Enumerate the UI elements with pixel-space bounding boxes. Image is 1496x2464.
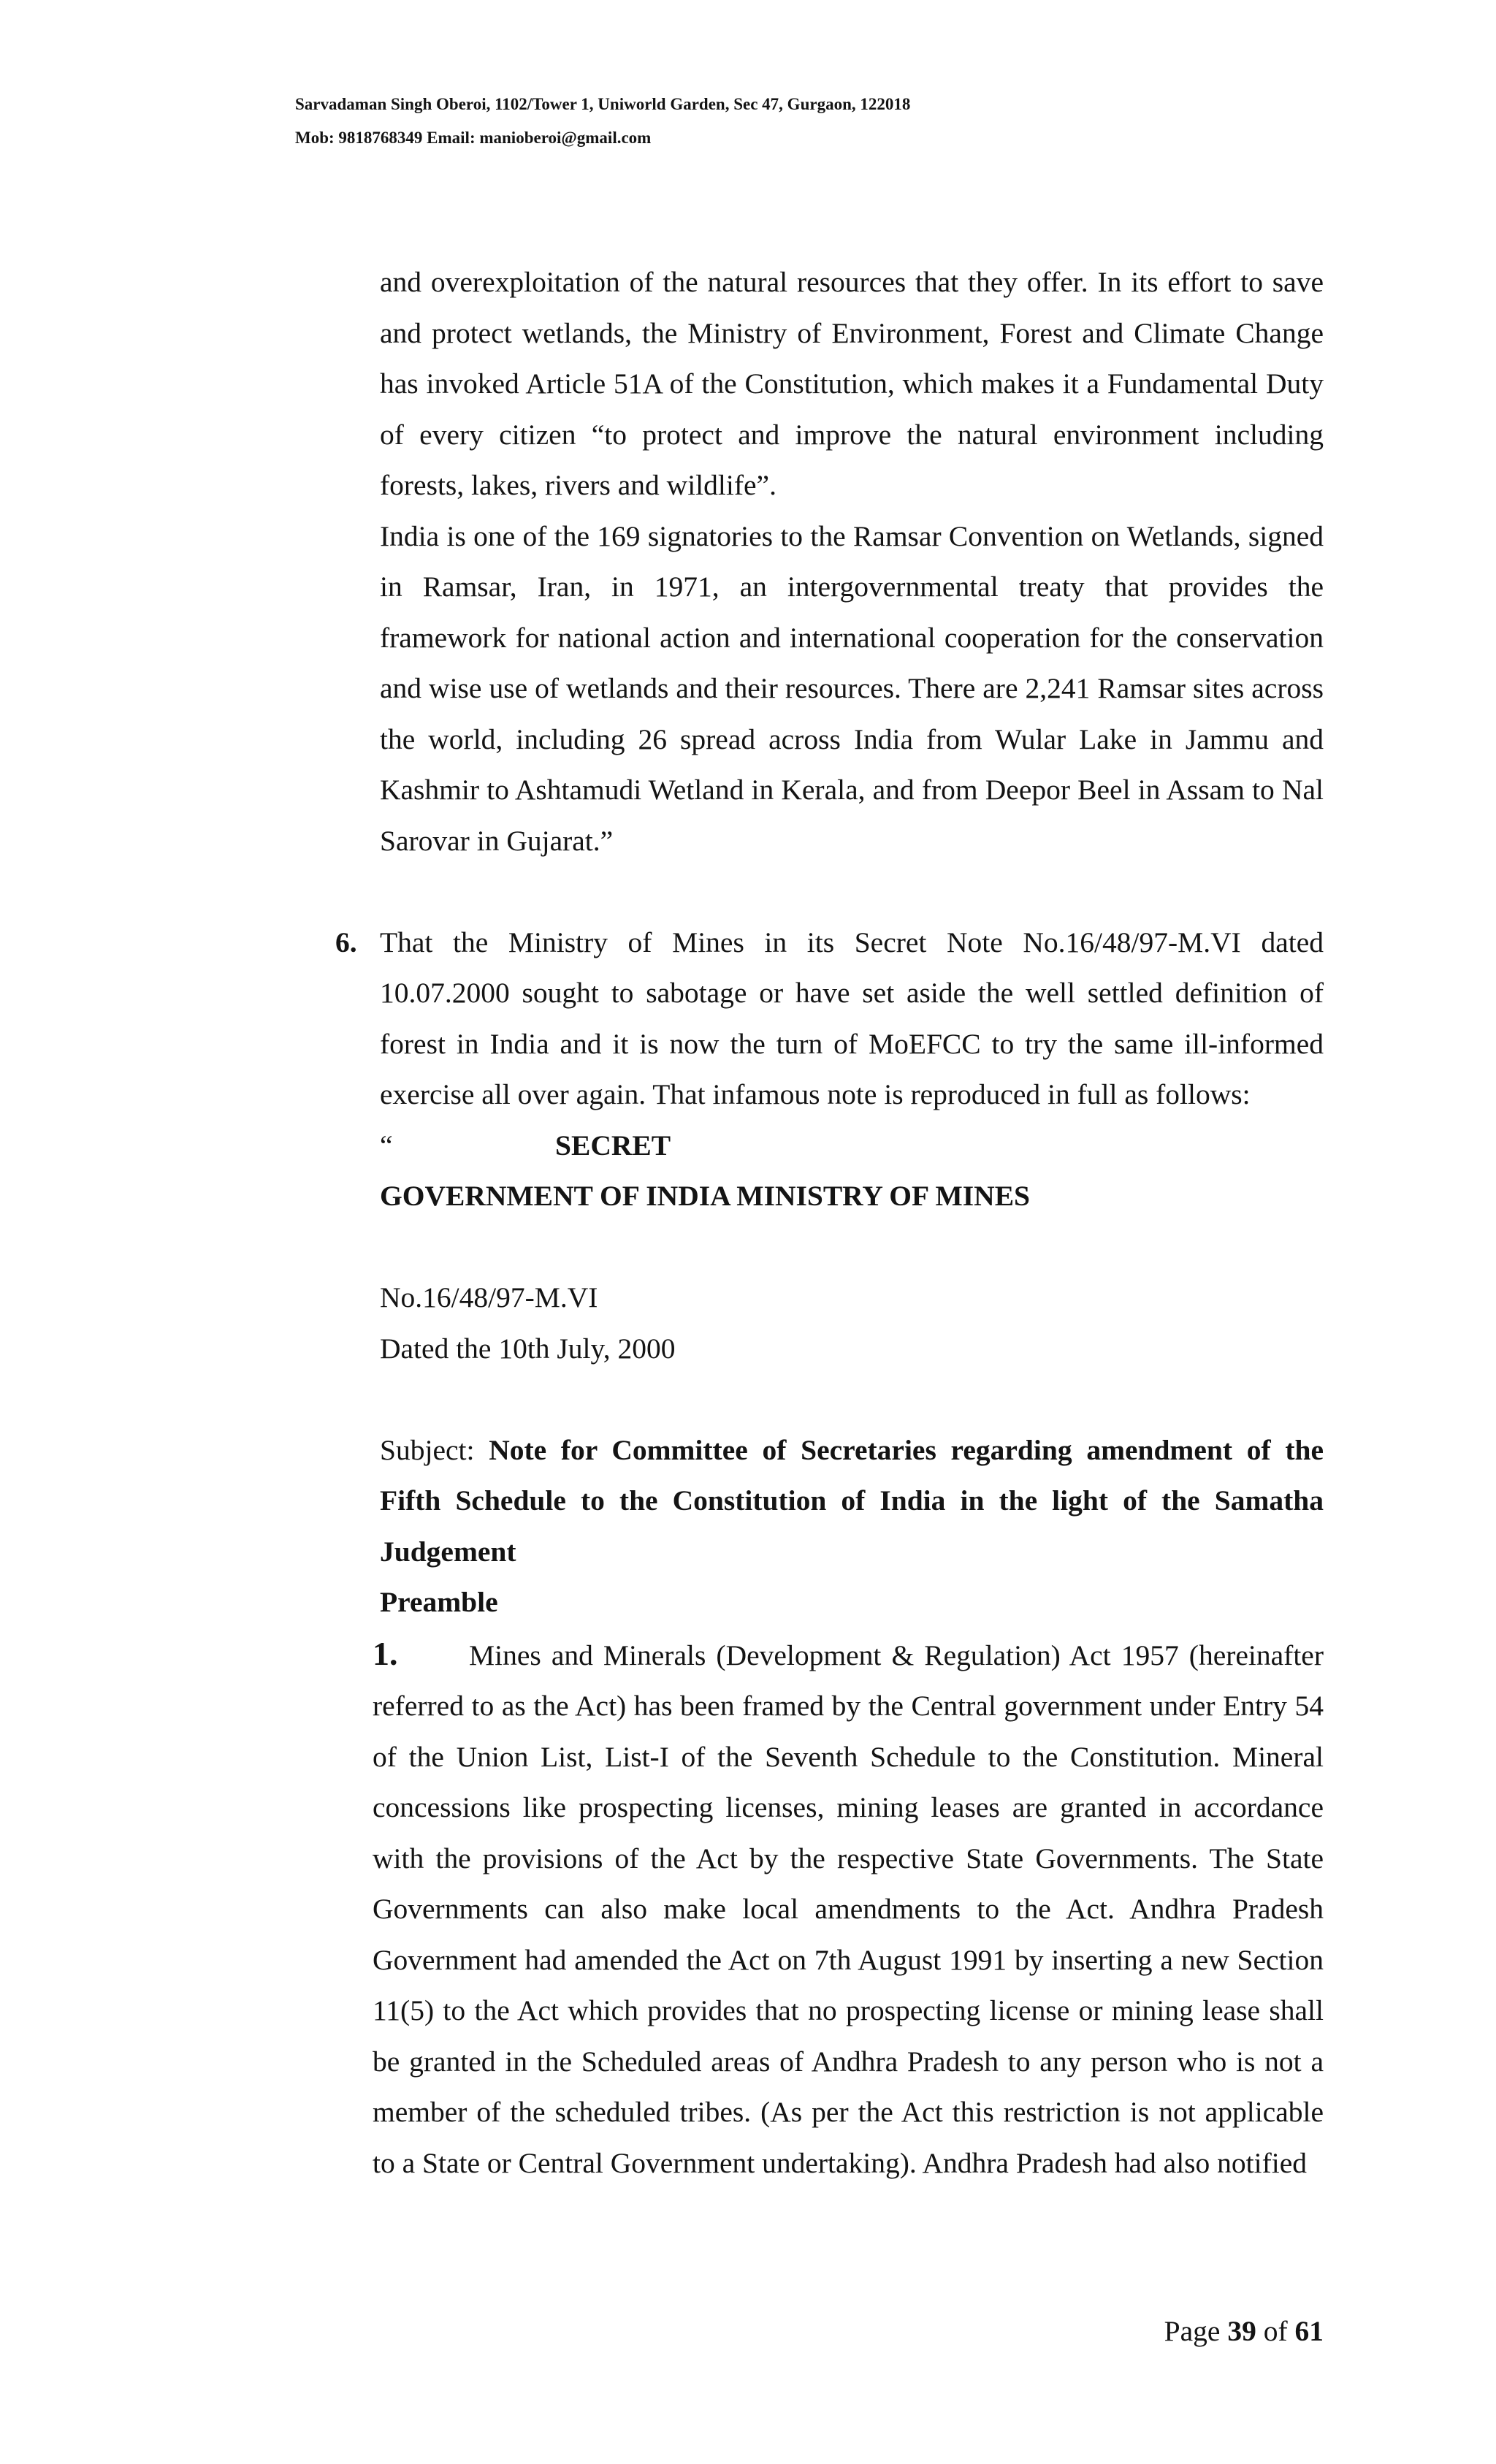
paragraph-ramsar: India is one of the 169 signatories to the Ramsar Convention on Wetlands, signed in Ramsar, Iran, in 1971, an intergovernmental treaty that provides the framework for national action and international cooperation for the conservation and wise use of wetlands and their resources. There are 2,241 Ramsar sites across the world, including 26 spread across India from Wular Lake in Jammu and Kashmir to Ashtamudi Wetland in Kerala, and from Deepor Beel in Assam to Nal Sarovar in Gujarat.” xyxy=(380,519,1324,857)
quote-secret-heading xyxy=(380,1121,1324,1172)
letterhead xyxy=(295,88,910,155)
ministry-heading: GOVERNMENT OF INDIA MINISTRY OF MINES xyxy=(380,1180,1031,1212)
subject-label: Subject: xyxy=(380,1433,475,1466)
subject-text: Note for Committee of Secretaries regarding amendment of the Fifth Schedule to the Constitution of India in the light of the Samatha Judgement xyxy=(380,1433,1324,1568)
letterhead-address: Sarvadaman Singh Oberoi, 1102/Tower 1, Uniworld Garden, Sec 47, Gurgaon, 122018 xyxy=(295,95,911,113)
preamble-heading: Preamble xyxy=(380,1586,498,1618)
numbered-item-6 xyxy=(335,918,1324,1121)
note-paragraph-number: 1. xyxy=(373,1634,398,1672)
note-paragraph-1 xyxy=(373,1628,1324,2189)
secret-label: SECRET xyxy=(555,1129,671,1162)
opening-quote-mark: “ xyxy=(380,1129,393,1162)
letterhead-contact: Mob: 9818768349 Email: manioberoi@gmail.com xyxy=(295,129,652,147)
page-number xyxy=(1164,2314,1324,2348)
paragraph-wetlands: and overexploitation of the natural resources that they offer. In its effort to save and protect wetlands, the Ministry of Environment, Forest and Climate Change has invoked Article 51A of the Constitution, which makes it a Fundamental Duty of every citizen “to protect and improve the natural environment including forests, lakes, rivers and wildlife”. xyxy=(380,266,1324,501)
subject-line xyxy=(380,1425,1324,1578)
of-label: of xyxy=(1263,2315,1288,2347)
total-pages: 61 xyxy=(1294,2315,1324,2347)
note-date: Dated the 10th July, 2000 xyxy=(380,1332,676,1365)
current-page: 39 xyxy=(1227,2315,1256,2347)
reference-number: No.16/48/97-M.VI xyxy=(380,1281,598,1313)
page-body xyxy=(335,257,1324,2189)
item-number: 6. xyxy=(335,926,357,958)
page-label: Page xyxy=(1164,2315,1221,2347)
note-paragraph-text: Mines and Minerals (Development & Regulation) Act 1957 (hereinafter referred to as the Act) has been framed by the Central government under Entry 54 of the Union List, List-I of the Seventh Schedule to the Constitution. Mineral concessions like prospecting licenses, mining leases are granted in accordance with the provisions of the Act by the respective State Governments. The State Governments can also make local amendments to the Act. Andhra Pradesh Government had amended the Act on 7th August 1991 by inserting a new Section 11(5) to the Act which provides that no prospecting license or mining lease shall be granted in the Scheduled areas of Andhra Pradesh to any person who is not a member of the scheduled tribes. (As per the Act this restriction is not applicable to a State or Central Government undertaking). Andhra Pradesh had also notified xyxy=(373,1639,1324,2179)
item-text: That the Ministry of Mines in its Secret Note No.16/48/97-M.VI dated 10.07.2000 sought to sabotage or have set aside the well settled definition of forest in India and it is now the turn of MoEFCC to try the same ill-informed exercise all over again. That infamous note is reproduced in full as follows: xyxy=(380,926,1324,1110)
